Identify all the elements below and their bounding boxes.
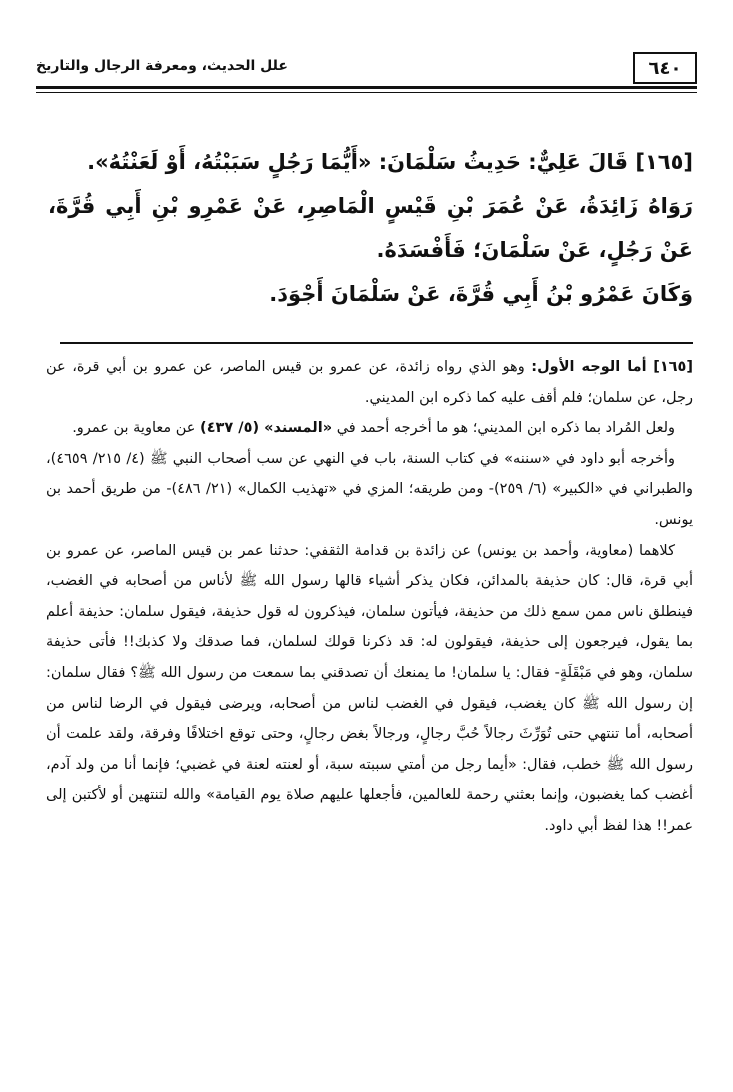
header-rule-thin — [36, 92, 697, 93]
commentary-paragraph-1 — [46, 352, 693, 413]
page-number: ٦٤٠ — [633, 52, 697, 84]
header-rule — [36, 86, 697, 89]
commentary-entry-number: [١٦٥] — [653, 359, 694, 375]
commentary-paragraph-2 — [46, 413, 693, 444]
commentary-paragraph-3 — [46, 444, 693, 536]
main-line-2: رَوَاهُ زَائِدَةُ، عَنْ عُمَرَ بْنِ قَيْسٍ الْمَاصِرِ، عَنْ عَمْرِو بْنِ أَبِي قُرَّةَ، عَنْ رَجُلٍ، عَنْ سَلْمَانَ؛ فَأَفْسَدَهُ. — [48, 194, 693, 262]
commentary-p2-b: «المسند» (٥/ ٤٣٧) — [200, 420, 333, 437]
main-text — [48, 140, 693, 316]
header-title: علل الحديث، ومعرفة الرجال والتاريخ — [36, 58, 288, 74]
commentary-p1-text: وهو الذي رواه زائدة، عن عمرو بن قيس الماصر، عن عمرو بن أبي قرة، عن رجل، عن سلمان؛ فلم أقف عليه كما ذكره ابن المديني. — [46, 359, 693, 406]
commentary-p3-a: وأخرجه أبو داود في «سننه» في كتاب السنة، باب في النهي عن سب أصحاب النبي ﷺ (٤/ ٢١٥/ ٤٦٥٩)، والطبراني في «الكبير» (٦/ ٢٥٩)- ومن طريقه؛ المزي في — [46, 450, 694, 498]
commentary-p3-b: «تهذيب الكمال» (٢١/ ٤٨٦)- من طريق أحمد بن يونس. — [46, 481, 693, 528]
commentary — [46, 352, 693, 842]
commentary-paragraph-4: كلاهما (معاوية، وأحمد بن يونس) عن زائدة بن قدامة الثقفي: حدثنا عمر بن قيس الماصر، عن عمرو بن أبي قرة، قال: كان حذيفة بالمدائن، فكان يذكر أشياء قالها رسول الله ﷺ لأناس من أصحابه في الغضب، فينطلق ناس ممن سمع ذلك من حذيفة، فيأتون سلمان، فيذكرون له قول حذيفة، فيقول سلمان: حذيفة أعلم بما يقول، فيرجعون إلى حذيفة، فيقولون له: قد ذكرنا قولك لسلمان، فما صدقك ولا كذبك!! فأتى حذيفة سلمان، وهو في مَبْقَلَةٍ- فقال: يا سلمان! ما يمنعك أن تصدقني بما سمعت من رسول الله ﷺ؟ فقال سلمان: إن رسول الله ﷺ كان يغضب، فيقول في الغضب لناس من أصحابه، ويرضى فيقول في الرضا لناس من أصحابه، أما تنتهي حتى تُوَرِّثَ رجالاً حُبَّ رجالٍ، ورجالاً بغض رجالٍ، وحتى توقع اختلافًا وفرقة، ولقد علمت أن رسول الله ﷺ خطب، فقال: «أيما رجل من أمتي سببته سبة، أو لعنته لعنة في غضبي؛ فإنما أنا من ولد آدم، أغضب كما يغضبون، وإنما بعثني رحمة للعالمين، فأجعلها عليهم صلاة يوم القيامة» والله لتنتهين أو لأكتبن إلى عمر!! هذا لفظ أبي داود. — [46, 542, 693, 834]
main-line-1 — [48, 140, 693, 184]
entry-number: [١٦٥] — [635, 150, 693, 174]
commentary-lead: أما الوجه الأول: — [531, 359, 647, 375]
running-header — [36, 52, 697, 86]
main-line-1-text: قَالَ عَلِيٌّ: حَدِيثُ سَلْمَانَ: «أَيُّمَا رَجُلٍ سَبَبْتُهُ، أَوْ لَعَنْتُهُ». — [87, 150, 629, 174]
commentary-p2-a: ولعل المُراد بما ذكره ابن المديني؛ هو ما أخرجه أحمد في — [336, 420, 675, 437]
main-line-3: وَكَانَ عَمْرُو بْنُ أَبِي قُرَّةَ، عَنْ سَلْمَانَ أَجْوَدَ. — [269, 282, 693, 306]
commentary-p2-c: عن معاوية بن عمرو. — [72, 420, 196, 437]
section-divider — [60, 342, 693, 344]
